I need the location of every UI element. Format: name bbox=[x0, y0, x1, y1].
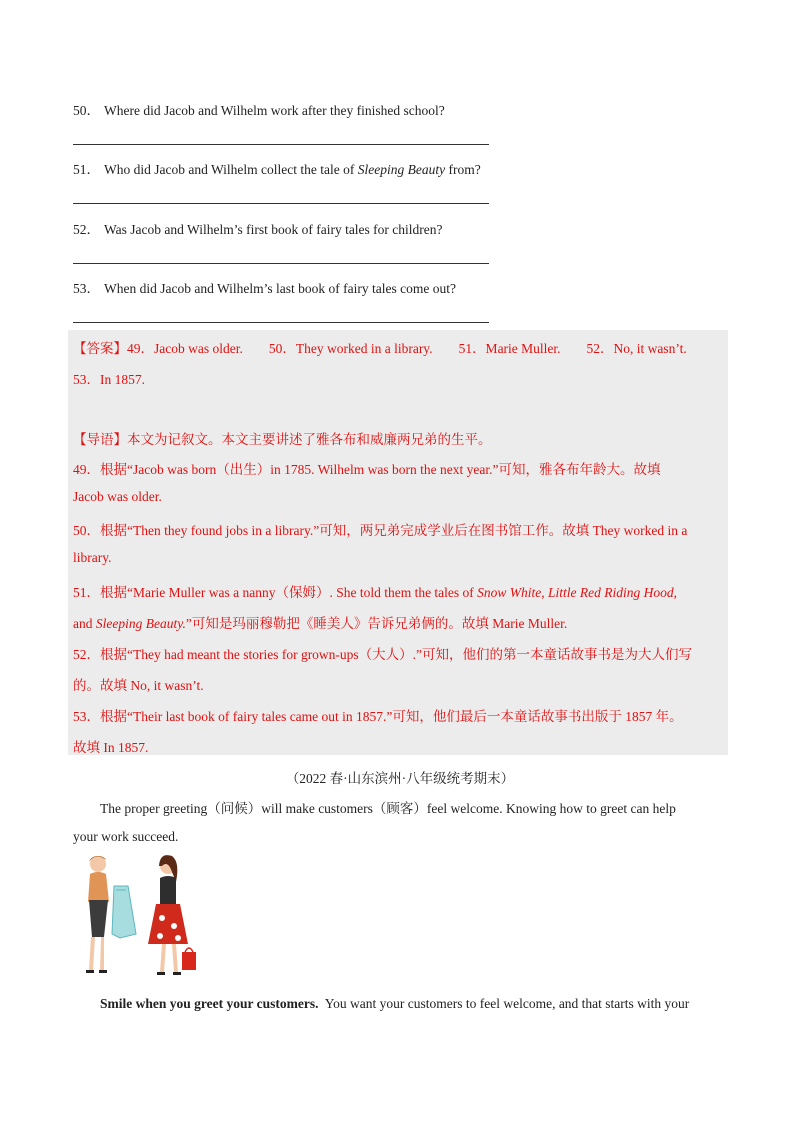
guide-heading: 【导语】本文为记叙文。本文主要讲述了雅各布和威廉两兄弟的生平。 bbox=[73, 432, 492, 447]
italic-title: Sleeping Beauty bbox=[357, 162, 446, 177]
passage-line-1: The proper greeting（问候）will make customers（顾客）feel welcome. Knowing how to greet can help bbox=[100, 801, 676, 816]
question-53: 53． When did Jacob and Wilhelm’s last book of fairy tales come out? bbox=[73, 281, 456, 296]
guide-line-52a: 52．根据“They had meant the stories for grown-ups（大人）.”可知，他们的第一本童话故事书是为大人们写 bbox=[73, 647, 693, 662]
guide-line-50a: 50．根据“Then they found jobs in a library.”可知，两兄弟完成学业后在图书馆工作。故填 They worked in a bbox=[73, 523, 688, 538]
passage-line-2: your work succeed. bbox=[73, 829, 179, 844]
guide-line-53b: 故填 In 1857. bbox=[73, 740, 149, 755]
guide-line-49a: 49．根据“Jacob was born（出生）in 1785. Wilhelm was born the next year.”可知，雅各布年龄大。故填 bbox=[73, 462, 661, 477]
question-51: 51． Who did Jacob and Wilhelm collect the tale of Sleeping Beauty from? bbox=[73, 162, 481, 177]
answer-row: 【答案】49．Jacob was older. 50．They worked in a library. 51．Marie Muller. 52．No, it wasn’t. bbox=[73, 341, 687, 356]
answer-line-53 bbox=[73, 322, 489, 323]
guide-line-52b: 的。故填 No, it wasn’t. bbox=[73, 678, 204, 693]
guide-label: 【导语】 bbox=[73, 432, 127, 447]
guide-line-51a: 51．根据“Marie Muller was a nanny（保姆）. She told them the tales of Snow White, Little Red Riding Hood, bbox=[73, 585, 678, 600]
tip-heading: Smile when you greet your customers. bbox=[100, 996, 319, 1011]
answer-line-50 bbox=[73, 144, 489, 145]
guide-line-49b: Jacob was older. bbox=[73, 489, 162, 504]
passage-line-3: Smile when you greet your customers. You want your customers to feel welcome, and that starts with your bbox=[100, 996, 690, 1011]
answer-label: 【答案】 bbox=[73, 341, 127, 356]
shop-assistant-customer-illustration bbox=[76, 852, 202, 980]
question-50: 50． Where did Jacob and Wilhelm work after they finished school? bbox=[73, 103, 445, 118]
answer-line-51 bbox=[73, 203, 489, 204]
guide-line-50b: library. bbox=[73, 550, 112, 565]
answer-line-52 bbox=[73, 263, 489, 264]
guide-line-53a: 53．根据“Their last book of fairy tales came out in 1857.”可知，他们最后一本童话故事书出版于 1857 年。 bbox=[73, 709, 683, 724]
answer-53: 53．In 1857. bbox=[73, 372, 145, 387]
question-52: 52． Was Jacob and Wilhelm’s first book of fairy tales for children? bbox=[73, 222, 443, 237]
guide-line-51b: and Sleeping Beauty.”可知是玛丽穆勒把《睡美人》告诉兄弟俩的。故填 Marie Muller. bbox=[73, 616, 568, 631]
exam-source: （2022 春·山东滨州·八年级统考期末） bbox=[285, 771, 515, 786]
